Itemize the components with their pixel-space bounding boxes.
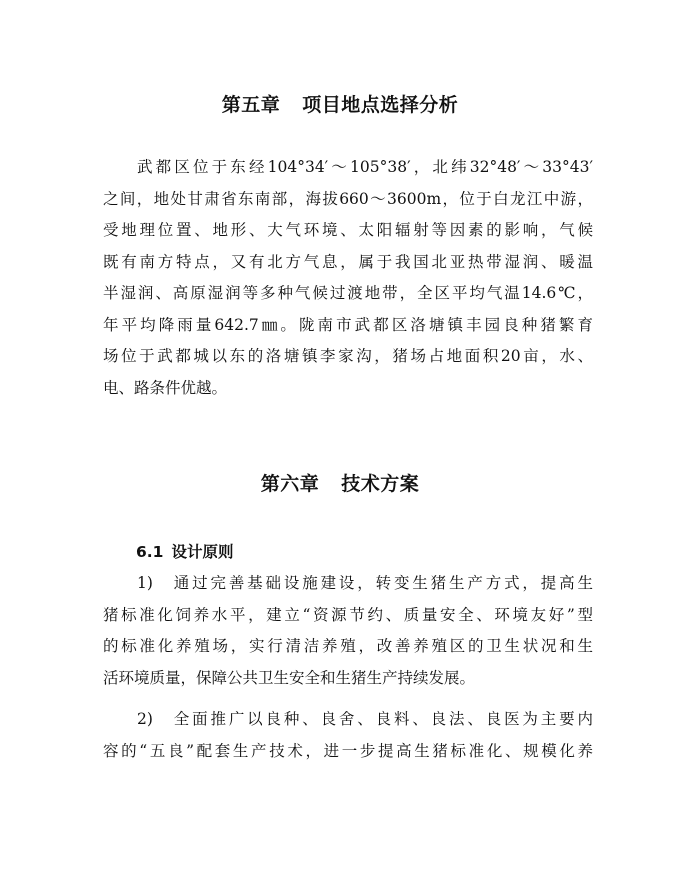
paragraph-line: 武都区位于东经104°34′～105°38′，北纬32°48′～33°43′ [137, 158, 593, 176]
chapter-6-heading [0, 469, 680, 496]
list-item-label: 1) [137, 574, 153, 592]
design-principle-item-1 [103, 568, 593, 694]
list-item-line [103, 704, 593, 736]
chapter-5-paragraph [103, 152, 593, 404]
paragraph-line: 受地理位置、地形、大气环境、太阳辐射等因素的影响，气候 [103, 221, 593, 239]
design-principle-item-2 [103, 704, 593, 767]
section-title: 设计原则 [171, 543, 234, 561]
list-item-text: 通过完善基础设施建设，转变生猪生产方式，提高生 [170, 574, 593, 592]
paragraph-line: 之间，地处甘肃省东南部，海拔660～3600m，位于白龙江中游， [103, 189, 593, 208]
list-item-line: 活环境质量，保障公共卫生安全和生猪生产持续发展。 [103, 668, 476, 687]
paragraph-line: 电、路条件优越。 [103, 378, 228, 397]
list-item-line [103, 568, 593, 600]
list-item-line: 猪标准化饲养水平，建立“资源节约、质量安全、环境友好”型 [103, 605, 593, 624]
paragraph-line: 既有南方特点，又有北方气息，属于我国北亚热带湿润、暖温 [103, 252, 593, 271]
chapter-6-title: 技术方案 [341, 473, 420, 495]
list-item-line: 的标准化养殖场，实行清洁养殖，改善养殖区的卫生状况和生 [103, 637, 593, 655]
chapter-5-heading [0, 90, 680, 117]
chapter-5-number: 第五章 [221, 94, 281, 116]
paragraph-line: 半湿润、高原湿润等多种气候过渡地带，全区平均气温14.6℃， [103, 284, 593, 302]
paragraph-line: 场位于武都城以东的洛塘镇李家沟，猪场占地面积20亩，水、 [103, 347, 593, 365]
section-6-1-heading [136, 540, 233, 562]
chapter-5-title: 项目地点选择分析 [302, 94, 459, 116]
list-item-label: 2) [137, 710, 153, 728]
list-item-line: 容的“五良”配套生产技术，进一步提高生猪标准化、规模化养 [103, 741, 593, 760]
section-number: 6.1 [136, 543, 164, 561]
list-item-text: 全面推广以良种、良舍、良料、良法、良医为主要内 [170, 710, 593, 728]
chapter-6-number: 第六章 [260, 473, 320, 495]
paragraph-line: 年平均降雨量642.7㎜。陇南市武都区洛塘镇丰园良种猪繁育 [103, 315, 593, 334]
